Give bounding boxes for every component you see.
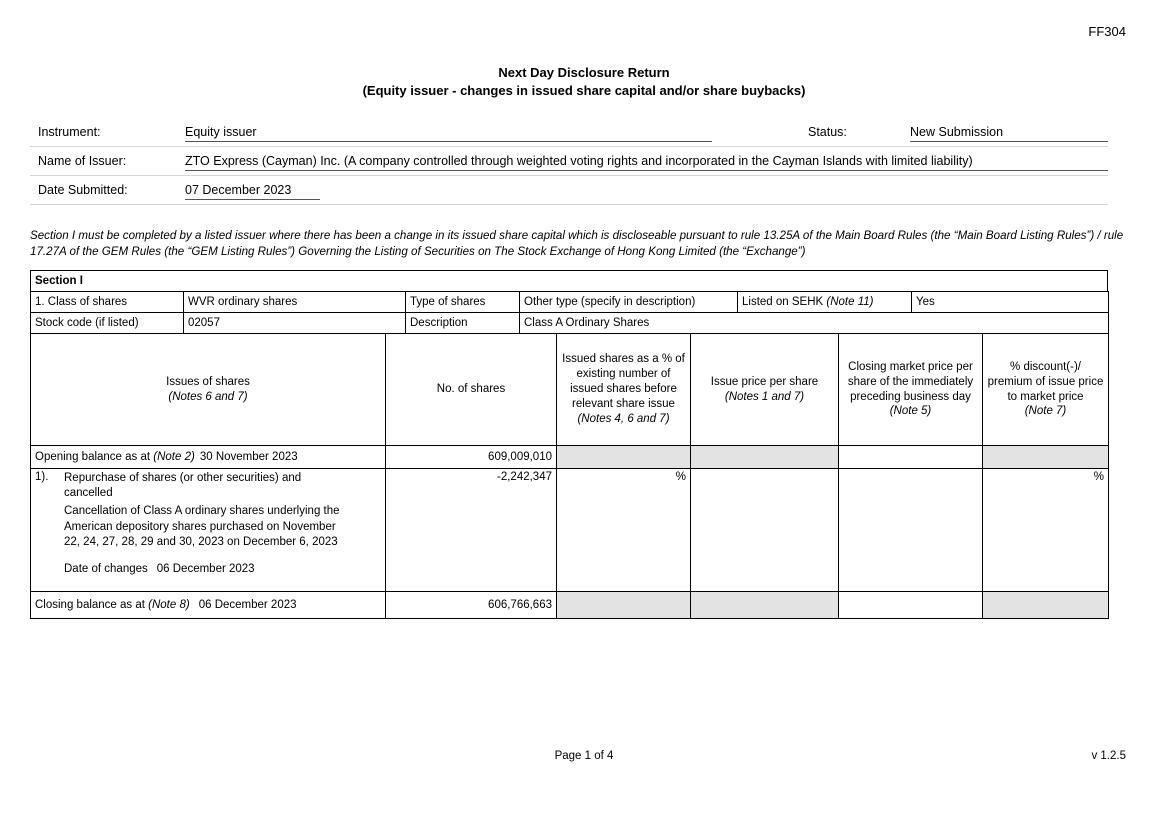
stock-code-value: 02057 [184,313,406,334]
empty-cell [839,446,983,469]
status-label: Status: [808,125,847,139]
title-line-1: Next Day Disclosure Return [498,65,670,80]
header-fields [30,118,1108,205]
header-closing-price [839,334,983,446]
date-submitted-value: 07 December 2023 [185,183,320,200]
class-of-shares-row [31,292,1109,313]
repurchase-pct-existing: % [557,469,691,592]
repurchase-title: Repurchase of shares (or other securities) and cancelled [64,472,302,500]
section1-table [30,270,1108,619]
na-cell [691,592,839,619]
instrument-row [30,118,1108,147]
form-code: FF304 [1088,24,1126,39]
class-of-shares-label: 1. Class of shares [31,292,184,313]
instrument-value: Equity issuer [185,125,712,142]
date-submitted-row [30,176,1108,205]
document-title [0,64,1168,100]
header-discount-premium-note: (Note 7) [1024,405,1067,418]
repurchase-description: Cancellation of Class A ordinary shares underlying the American depository shares purchased on November 22, 24, 27, 28, 29 and 30, 2023 on December 6, 2023 [64,505,340,548]
na-cell [557,592,691,619]
opening-balance-date: 30 November 2023 [199,451,298,463]
section1-title: Section I [31,271,1108,292]
na-cell [983,446,1109,469]
repurchase-title-line [35,471,381,501]
header-issues-of-shares [31,334,386,446]
closing-balance-date: 06 December 2023 [198,599,297,611]
description-value: Class A Ordinary Shares [520,313,1109,334]
class-of-shares-value: WVR ordinary shares [184,292,406,313]
header-no-of-shares-text: No. of shares [436,383,506,396]
header-issues-of-shares-note: (Notes 6 and 7) [168,390,248,403]
description-label: Description [406,313,520,334]
date-of-changes-label: Date of changes [64,562,148,575]
listed-on-sehk-text: Listed on SEHK [742,296,827,308]
closing-balance-text: Closing balance as at [35,599,149,611]
repurchase-issue-price [691,469,839,592]
listed-on-sehk-value: Yes [912,292,1109,313]
header-pct-existing [557,334,691,446]
title-line-2: (Equity issuer - changes in issued share capital and/or share buybacks) [362,83,806,99]
share-movements-table [30,333,1109,619]
header-issues-of-shares-text: Issues of shares [166,375,250,388]
type-of-shares-value: Other type (specify in description) [520,292,738,313]
stock-code-label: Stock code (if listed) [31,313,184,334]
header-issue-price-text: Issue price per share [710,375,819,388]
na-cell [983,592,1109,619]
repurchase-details [31,469,386,592]
header-closing-price-text: Closing market price per share of the immediately preceding business day [847,360,974,403]
listed-on-sehk-label [738,292,912,313]
closing-balance-shares: 606,766,663 [386,592,557,619]
opening-balance-text: Opening balance as at [35,451,154,463]
repurchase-row [31,469,1109,592]
empty-cell [839,592,983,619]
opening-balance-shares: 609,009,010 [386,446,557,469]
date-submitted-label: Date Submitted: [38,183,128,197]
issuer-row [30,147,1108,176]
stock-code-row [31,313,1109,334]
header-pct-existing-text: Issued shares as a % of existing number of issued shares before relevant share issue [562,353,685,410]
listed-on-sehk-note: (Note 11) [826,296,874,308]
header-discount-premium-text: % discount(-)/ premium of issue price to market price [987,360,1104,403]
repurchase-shares: -2,242,347 [386,469,557,592]
page-number: Page 1 of 4 [554,750,614,762]
repurchase-closing-price [839,469,983,592]
version-label: v 1.2.5 [1091,750,1126,762]
section1-title-table [30,270,1108,292]
header-issue-price-note: (Notes 1 and 7) [724,390,805,403]
closing-balance-label [31,592,386,619]
repurchase-date-line [64,563,381,575]
intro-note: Section I must be completed by a listed issuer where there has been a change in its issued share capital which is discloseable pursuant to rule 13.25A of the Main Board Rules (the “Main Board Listing Rules”) / rule 17.27A of the GEM Rules (the “GEM Listing Rules”) Governing the Listing of Securities on The Stock Exchange of Hong Kong Limited (the “Exchange”) [30,229,1124,259]
issuer-label: Name of Issuer: [38,154,127,168]
type-of-shares-label: Type of shares [406,292,520,313]
na-cell [691,446,839,469]
closing-balance-note: (Note 8) [148,599,190,611]
movements-header-row [31,334,1109,446]
repurchase-index: 1). [35,471,49,483]
header-closing-price-note: (Note 5) [889,405,932,418]
header-discount-premium [983,334,1109,446]
instrument-label: Instrument: [38,125,101,139]
opening-balance-note: (Note 2) [153,451,195,463]
opening-balance-label [31,446,386,469]
closing-balance-row [31,592,1109,619]
na-cell [557,446,691,469]
repurchase-pct-discount: % [983,469,1109,592]
date-of-changes-value: 06 December 2023 [156,562,255,575]
header-issue-price [691,334,839,446]
status-value: New Submission [910,125,1108,142]
issuer-value: ZTO Express (Cayman) Inc. (A company controlled through weighted voting rights and incorporated in the Cayman Islands with limited liability) [185,154,1108,171]
header-no-of-shares [386,334,557,446]
section1-info-table [30,291,1109,334]
header-pct-existing-note: (Notes 4, 6 and 7) [577,412,670,425]
opening-balance-row [31,446,1109,469]
